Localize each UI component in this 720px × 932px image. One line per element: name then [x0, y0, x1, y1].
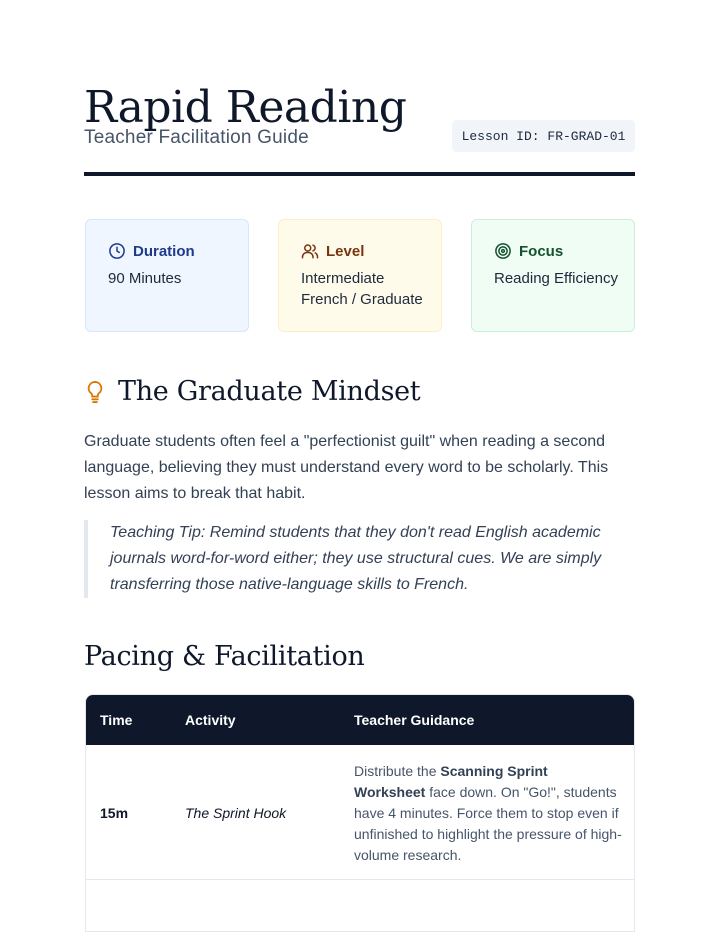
- mindset-paragraph: Graduate students often feel a "perfectionist guilt" when reading a second language, believing they must understand every word to be scholarly. This lesson aims to break that habit.: [84, 433, 609, 502]
- page-title: Rapid Reading: [84, 82, 407, 133]
- clock-icon: [108, 242, 126, 260]
- level-label: Level: [326, 242, 365, 260]
- header-divider: [84, 172, 635, 176]
- guidance-text-end: face down. On "Go!", students have 4 minutes. Force them to stop even if unfinished to highlight the pressure of high-volume research.: [354, 784, 622, 863]
- table-header: [86, 695, 634, 745]
- row-time: 15m: [100, 805, 129, 821]
- users-icon: [301, 242, 319, 260]
- guidance-text-start: Distribute the: [354, 763, 441, 779]
- teaching-tip-quote: Teaching Tip: Remind students that they don't read English academic journals word-for-word either; they use structural cues. We are simply transferring those native-language skills to French.: [84, 520, 634, 598]
- column-header-time: Time: [100, 712, 133, 728]
- pacing-table: [85, 694, 635, 932]
- target-icon: [494, 242, 512, 260]
- mindset-section-header: [84, 372, 420, 412]
- worksheet-name: Scanning Sprint Worksheet: [354, 763, 548, 800]
- focus-value: Reading Efficiency: [494, 270, 618, 287]
- row-activity: The Sprint Hook: [185, 805, 287, 821]
- mindset-heading: The Graduate Mindset: [118, 376, 421, 407]
- lightbulb-icon: [84, 380, 106, 404]
- duration-card: [85, 219, 249, 332]
- lesson-id-badge: Lesson ID: FR-GRAD-01: [452, 120, 635, 152]
- row-guidance: [354, 761, 622, 866]
- column-header-activity: Activity: [185, 712, 236, 728]
- page-subtitle: Teacher Facilitation Guide: [84, 127, 309, 148]
- duration-label: Duration: [133, 242, 195, 260]
- duration-value: 90 Minutes: [108, 270, 182, 287]
- pacing-heading: Pacing & Facilitation: [84, 641, 365, 672]
- focus-label: Focus: [519, 242, 564, 260]
- column-header-guidance: Teacher Guidance: [354, 712, 475, 728]
- level-card: [278, 219, 442, 332]
- level-value: Intermediate French / Graduate: [301, 270, 423, 308]
- focus-card: [471, 219, 635, 332]
- table-row: [86, 745, 634, 880]
